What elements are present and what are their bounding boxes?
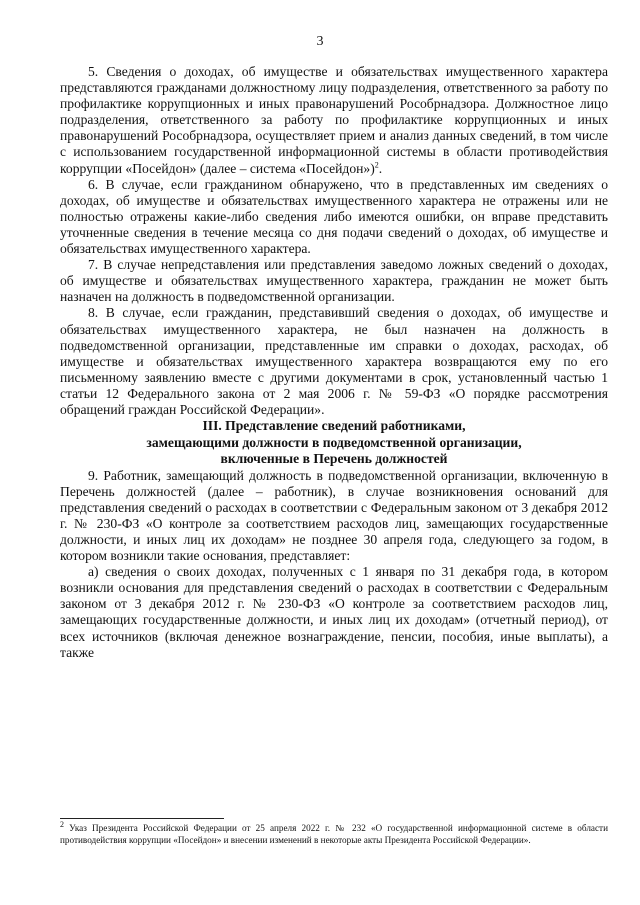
page-number: 3	[316, 34, 324, 49]
footnote-mark: 2	[60, 819, 64, 829]
section-heading	[60, 418, 608, 468]
footnote-divider	[60, 818, 224, 819]
section-heading-line-3: включенные в Перечень должностей	[220, 451, 448, 467]
section-heading-line-1: III. Представление сведений работниками,	[202, 418, 466, 434]
footnote-reference: 2	[374, 160, 379, 170]
footnote	[60, 819, 608, 846]
paragraph-8: 8. В случае, если гражданин, представивший сведения о доходах, об имуществе и обязательствах имущественного характера, не был назначен на должность в подведомственной организации, представленные им справки о доходах, расходах, об имуществе и обязательствах имущественного характера возвращаются ему по его письменному заявлению вместе с другими документами в срок, установленный частью 1 статьи 12 Федерального закона от 2 мая 2006 г. № 59-ФЗ «О порядке рассмотрения обращений граждан Российской Федерации».	[60, 305, 608, 417]
paragraph-7: 7. В случае непредставления или представления заведомо ложных сведений о доходах, об имуществе и обязательствах имущественного характера, гражданин не может быть назначен на должность в подведомственной организации.	[60, 257, 608, 305]
paragraph-5-text: 5. Сведения о доходах, об имуществе и обязательствах имущественного характера представляются гражданами должностному лицу подразделения, ответственного за работу по профилактике коррупционных и иных правонарушений Рособрнадзора. Должностное лицо подразделения, ответственного за работу по профилактике коррупционных и иных правонарушений Рособрнадзора, осуществляет прием и анализ данных сведений, в том числе с использованием государственной информационной системы в области противодействия коррупции «Посейдон» (далее – система «Посейдон»)	[60, 64, 608, 176]
paragraph-5	[60, 64, 608, 177]
paragraph-6: 6. В случае, если гражданином обнаружено, что в представленных им сведениях о доходах, об имуществе и обязательствах имущественного характера не отражены или не полностью отражены какие-либо сведения либо имеются ошибки, он вправе представить уточненные сведения в течение месяца со дня подачи сведений о доходах, об имуществе и обязательствах имущественного характера.	[60, 176, 608, 257]
paragraph-5-tail: .	[378, 160, 383, 176]
section-heading-line-2: замещающими должности в подведомственной организации,	[146, 434, 522, 450]
paragraph-9: 9. Работник, замещающий должность в подведомственной организации, включенную в Перечень должностей (далее – работник), в случае возникновения оснований для представления сведений о расходах в соответствии с Федеральным законом от 3 декабря 2012 г. № 230-ФЗ «О контроле за соответствием расходов лиц, замещающих государственные должности, и иных лиц их доходам» не позднее 30 апреля года, следующего за годом, в котором возникли такие основания, представляет:	[60, 467, 608, 564]
document-body	[60, 64, 608, 661]
footnote-text: Указ Президента Российской Федерации от 25 апреля 2022 г. № 232 «О государственной информационной системе в области противодействия коррупции «Посейдон» и внесении изменений в некоторые акты Президента Российской Федерации».	[60, 823, 608, 845]
paragraph-9a: а) сведения о своих доходах, полученных с 1 января по 31 декабря года, в котором возникли основания для представления сведений о расходах в соответствии с Федеральным законом от 3 декабря 2012 г. № 230-ФЗ «О контроле за соответствием расходов лиц, замещающих государственные должности, и иных лиц их доходам» (отчетный период), от всех источников (включая денежное вознаграждение, пенсии, пособия, иные выплаты), а также	[60, 564, 608, 660]
